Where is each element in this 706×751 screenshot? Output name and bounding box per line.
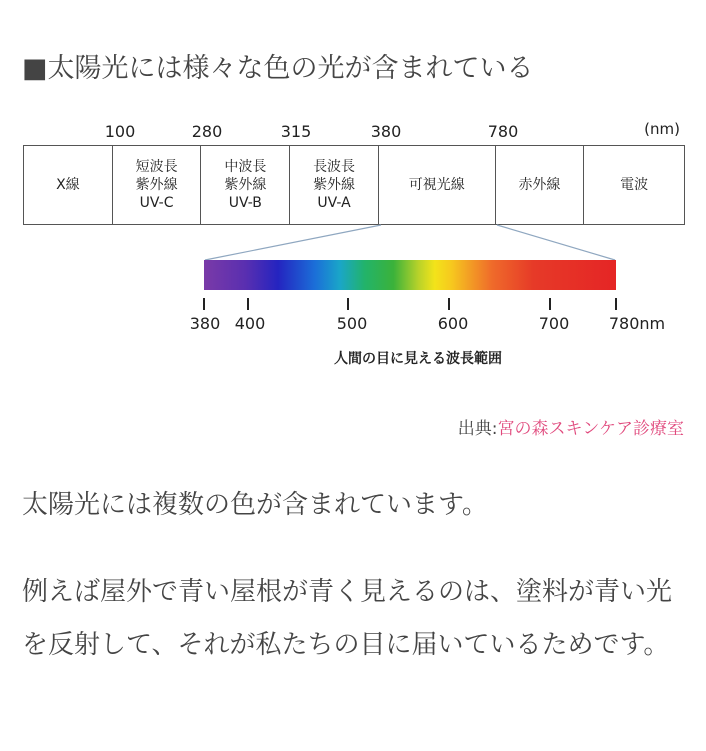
figure-caption: 人間の目に見える波長範囲: [334, 351, 502, 367]
paragraph-2: 例えば屋外で青い屋根が青く見えるのは、塗料が青い光を反射して、それが私たちの目に届いているためです。: [22, 577, 673, 660]
band-table: [23, 145, 685, 225]
spectrum-graphic: [0, 220, 706, 520]
credit-link[interactable]: 宮の森スキンケア診療室: [497, 419, 684, 439]
wavelength-mark-780: 780: [487, 122, 519, 141]
band-uv-b-line1: 中波長: [224, 159, 267, 175]
band-visible: [379, 146, 496, 224]
band-uv-c-line1: 短波長: [135, 159, 178, 175]
spectrum-label-600: 600: [437, 314, 469, 333]
spectrum-label-380: 380: [189, 314, 221, 333]
band-infrared-label: 赤外線: [518, 177, 561, 193]
wavelength-mark-380: 380: [370, 122, 402, 141]
wavelength-mark-315: 315: [280, 122, 312, 141]
band-uv-b-line2: 紫外線: [224, 177, 267, 193]
band-xray-label: X線: [56, 177, 80, 193]
band-uv-c: [113, 146, 202, 224]
band-uv-a-line1: 長波長: [313, 159, 356, 175]
spectrum-label-700: 700: [538, 314, 570, 333]
credit-prefix: 出典:: [457, 419, 498, 439]
page-heading: ■太陽光には様々な色の光が含まれている: [22, 53, 534, 84]
wavelength-mark-100: 100: [104, 122, 136, 141]
spectrum-tick-500: [347, 298, 349, 310]
band-infrared: [496, 146, 585, 224]
spectrum-label-780: 780nm: [608, 314, 666, 333]
spectrum-tick-400: [247, 298, 249, 310]
spectrum-label-500: 500: [336, 314, 368, 333]
band-visible-label: 可視光線: [408, 177, 465, 193]
band-uv-b: [201, 146, 290, 224]
spectrum-tick-700: [549, 298, 551, 310]
unit-label: (nm): [644, 120, 680, 138]
band-uv-c-line2: 紫外線: [135, 177, 178, 193]
wavelength-mark-280: 280: [191, 122, 223, 141]
spectrum-tick-600: [448, 298, 450, 310]
band-uv-a: [290, 146, 379, 224]
paragraph-1: 太陽光には複数の色が含まれています。: [22, 490, 488, 520]
zoom-line-left: [205, 225, 381, 260]
band-uv-a-line2: 紫外線: [313, 177, 356, 193]
band-uv-a-line3: UV-A: [317, 195, 351, 211]
band-uv-b-line3: UV-B: [228, 195, 262, 211]
spectrum-tick-780: [615, 298, 617, 310]
band-uv-c-line3: UV-C: [139, 195, 174, 211]
spectrum-tick-380: [203, 298, 205, 310]
band-xray: [24, 146, 113, 224]
zoom-line-right: [497, 225, 615, 260]
band-radio: [584, 146, 684, 224]
spectrum-label-400: 400: [234, 314, 266, 333]
band-radio-label: 電波: [620, 177, 649, 193]
source-credit: [458, 414, 684, 439]
visible-spectrum-bar: [204, 260, 616, 290]
